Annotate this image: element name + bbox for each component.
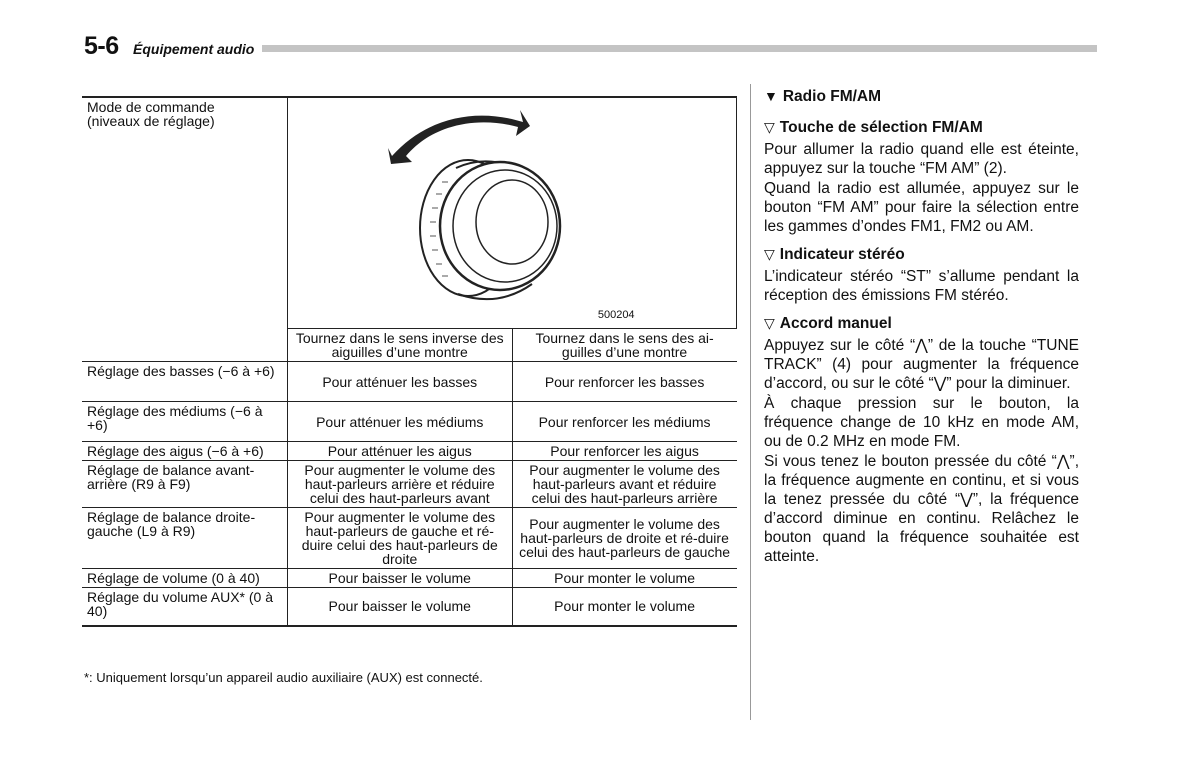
subsection-stereo	[764, 245, 1079, 305]
paragraph: L’indicateur stéréo “ST” s’allume pendant la réception des émissions FM stéréo.	[764, 268, 1079, 304]
direction-ccw: Tournez dans le sens inverse des aiguilles d’une montre	[287, 329, 512, 362]
footnote: *: Uniquement lorsqu’un appareil audio auxiliaire (AUX) est connecté.	[84, 670, 483, 685]
row-label: Réglage de balance avant-arrière (R9 à F9)	[82, 461, 287, 508]
table-row	[82, 508, 737, 569]
control-table	[82, 96, 737, 627]
row-ccw: Pour atténuer les médiums	[287, 402, 512, 442]
column-divider	[750, 84, 751, 720]
subsection-title: Touche de sélection FM/AM	[779, 119, 983, 136]
paragraph: Appuyez sur le côté “⋀” de la touche “TUNE TRACK” (4) pour augmenter la fréquence d’accord, ou sur le côté “⋁” pour la diminuer.	[764, 337, 1079, 392]
knob-face	[440, 162, 560, 290]
paragraph: À chaque pression sur le bouton, la fréquence change de 10 kHz en mode AM, ou de 0.2 MHz en mode FM.	[764, 395, 1079, 450]
outline-triangle-icon: ▽	[764, 315, 775, 331]
table-row	[82, 402, 737, 442]
row-ccw: Pour atténuer les basses	[287, 362, 512, 402]
table-row	[82, 588, 737, 626]
row-cw: Pour renforcer les basses	[512, 362, 736, 402]
subsection-title: Accord manuel	[779, 315, 892, 332]
subsection-heading	[764, 245, 1079, 264]
table-row	[82, 442, 737, 461]
direction-cw: Tournez dans le sens des ai-guilles d’une montre	[512, 329, 736, 362]
table-row	[82, 362, 737, 402]
figure-code: 500204	[597, 309, 635, 321]
chapter-title: Équipement audio	[133, 41, 255, 57]
row-ccw: Pour augmenter le volume des haut-parleurs arrière et réduire celui des haut-parleurs avant	[287, 461, 512, 508]
subsection-title: Indicateur stéréo	[779, 246, 905, 263]
row-label: Réglage de balance droite-gauche (L9 à R9)	[82, 508, 287, 569]
table-row	[82, 569, 737, 588]
section-heading	[764, 87, 1079, 106]
subsection-fm-am	[764, 118, 1079, 236]
row-label: Réglage des médiums (−6 à +6)	[82, 402, 287, 442]
knob-figure	[287, 97, 736, 329]
subsection-heading	[764, 314, 1079, 333]
row-label: Réglage du volume AUX* (0 à 40)	[82, 588, 287, 626]
row-ccw: Pour augmenter le volume des haut-parleurs de gauche et ré-duire celui des haut-parleurs de droite	[287, 508, 512, 569]
row-label: Réglage des basses (−6 à +6)	[82, 362, 287, 402]
table-head-row	[82, 97, 737, 329]
page-number: 5-6	[84, 32, 119, 60]
subsection-manual-tuning	[764, 314, 1079, 566]
paragraph: Si vous tenez le bouton pressée du côté “⋀”, la fréquence augmente en continu, et si vous la tenez pressée du côté “⋁”, la fréquence d’accord diminue en continu. Relâchez le bouton quand la fréquence souhaitée est atteinte.	[764, 453, 1079, 565]
row-cw: Pour monter le volume	[512, 588, 736, 626]
row-ccw: Pour baisser le volume	[287, 569, 512, 588]
outline-triangle-icon: ▽	[764, 119, 775, 135]
page-header	[84, 32, 1084, 62]
row-cw: Pour augmenter le volume des haut-parleurs de droite et ré-duire celui des haut-parleurs de gauche	[512, 508, 736, 569]
outline-triangle-icon: ▽	[764, 246, 775, 262]
knob-illustration	[288, 98, 738, 330]
right-column	[764, 87, 1079, 575]
paragraph: Quand la radio est allumée, appuyez sur le bouton “FM AM” pour faire la sélection entre les gammes d’ondes FM1, FM2 ou AM.	[764, 180, 1079, 235]
row-ccw: Pour atténuer les aigus	[287, 442, 512, 461]
row-cw: Pour renforcer les aigus	[512, 442, 736, 461]
row-cw: Pour monter le volume	[512, 569, 736, 588]
filled-triangle-icon: ▼	[764, 88, 778, 104]
table-row	[82, 461, 737, 508]
rotation-arrow-icon	[388, 110, 530, 164]
head-label: Mode de commande (niveaux de réglage)	[82, 97, 287, 362]
subsection-heading	[764, 118, 1079, 137]
row-cw: Pour augmenter le volume des haut-parleurs avant et réduire celui des haut-parleurs arrière	[512, 461, 736, 508]
row-label: Réglage des aigus (−6 à +6)	[82, 442, 287, 461]
header-rule	[262, 45, 1097, 52]
row-cw: Pour renforcer les médiums	[512, 402, 736, 442]
row-ccw: Pour baisser le volume	[287, 588, 512, 626]
paragraph: Pour allumer la radio quand elle est éteinte, appuyez sur la touche “FM AM” (2).	[764, 141, 1079, 177]
section-title: Radio FM/AM	[782, 88, 882, 105]
row-label: Réglage de volume (0 à 40)	[82, 569, 287, 588]
